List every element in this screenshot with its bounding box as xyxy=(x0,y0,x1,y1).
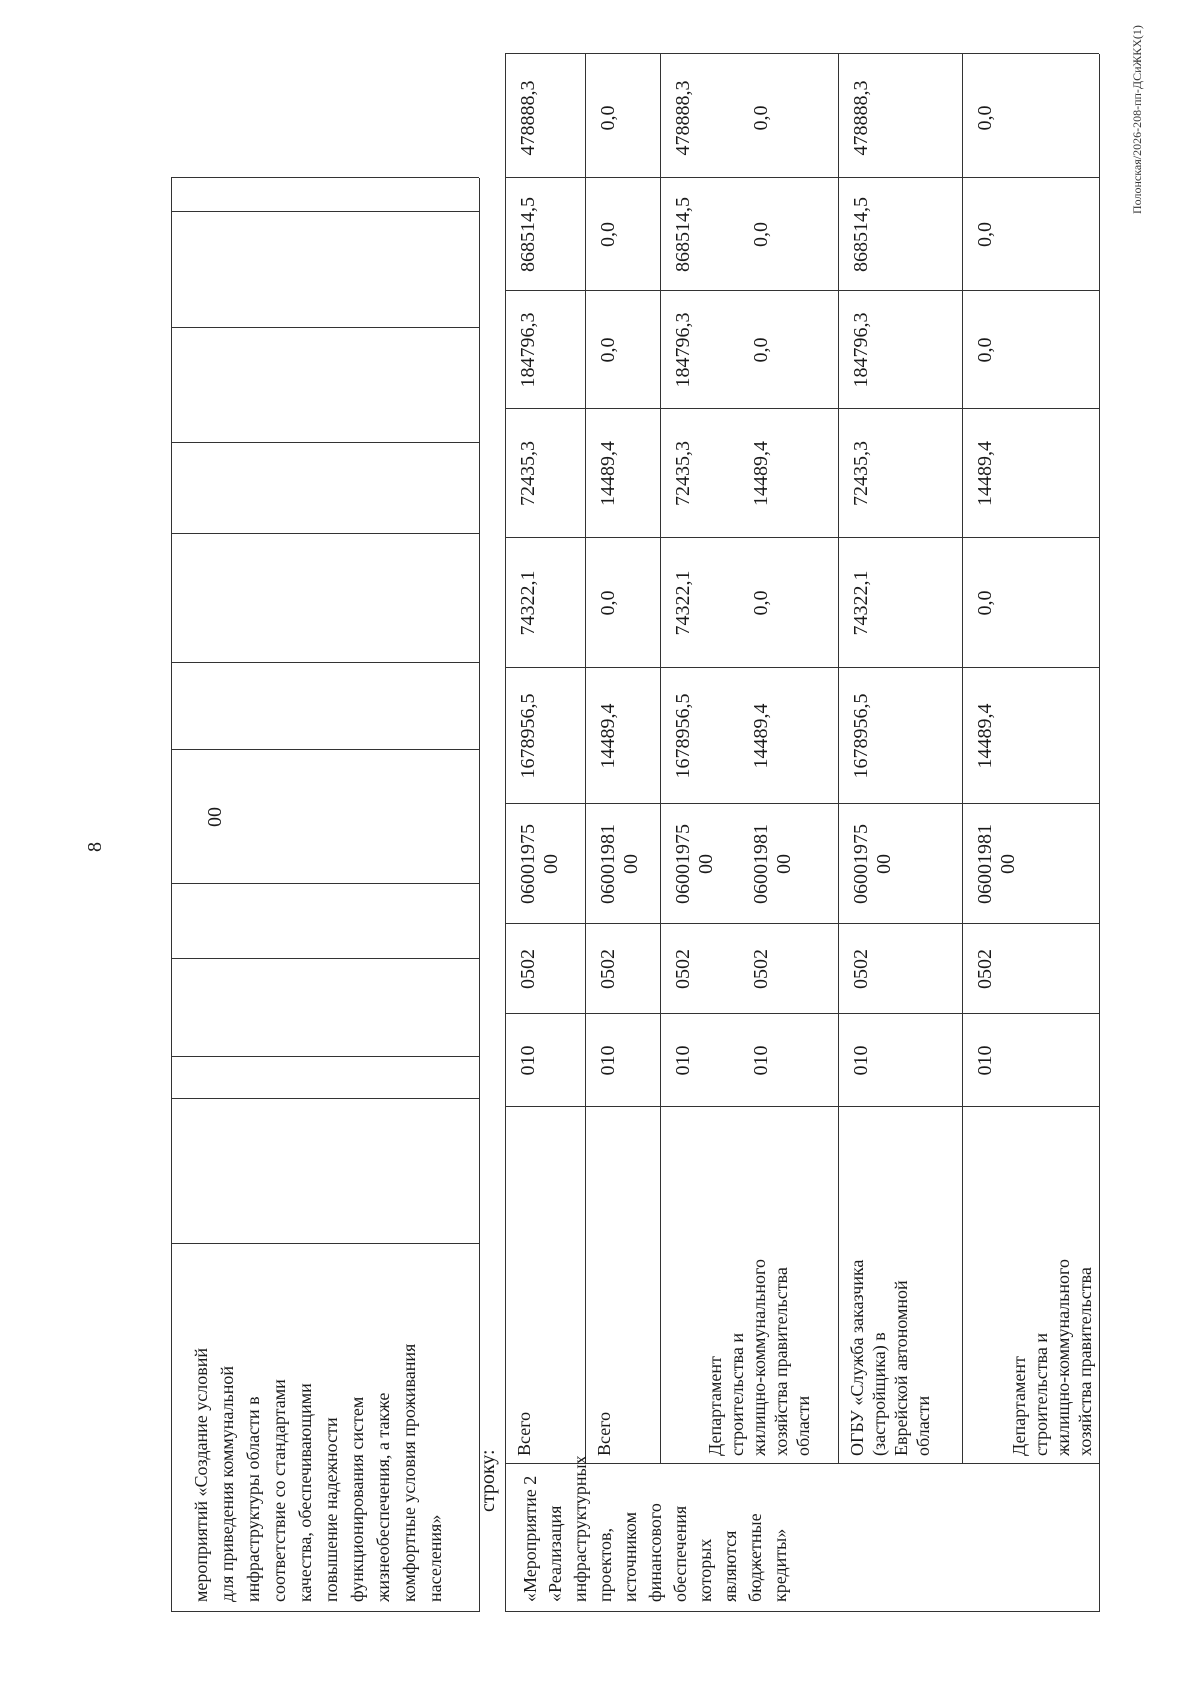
target-article-cell: 06001975 00 xyxy=(517,824,562,904)
grbs-cell: 010 xyxy=(517,1045,539,1076)
source-cell: Всего xyxy=(514,1411,534,1456)
year-1-cell: 74322,1 xyxy=(850,570,872,636)
total-cell: 14489,4 xyxy=(597,703,619,769)
source-cell: Департамент строительства и жилищно-коммунального хозяйства правительства области xyxy=(705,1259,813,1456)
grbs-cell: 010 xyxy=(672,1045,694,1076)
year-2-cell: 14489,4 xyxy=(750,441,772,506)
year-3-cell: 0,0 xyxy=(750,337,772,363)
year-5-cell: 0,0 xyxy=(750,105,772,131)
year-5-cell: 478888,3 xyxy=(517,80,539,156)
year-4-cell: 868514,5 xyxy=(517,197,539,272)
year-3-cell: 0,0 xyxy=(974,337,996,363)
section-cell: 0502 xyxy=(750,949,772,989)
total-cell: 14489,4 xyxy=(974,703,996,769)
year-2-cell: 72435,3 xyxy=(517,441,539,506)
upper-code-fragment: 00 xyxy=(204,807,226,827)
year-3-cell: 0,0 xyxy=(597,337,619,363)
section-cell: 0502 xyxy=(850,949,872,989)
total-cell: 1678956,5 xyxy=(672,693,694,779)
year-4-cell: 868514,5 xyxy=(672,197,694,272)
new-line-label: строку: xyxy=(477,1449,499,1512)
year-2-cell: 14489,4 xyxy=(597,441,619,506)
year-1-cell: 74322,1 xyxy=(672,570,694,636)
year-4-cell: 0,0 xyxy=(750,222,772,247)
year-1-cell: 0,0 xyxy=(750,590,772,616)
year-3-cell: 184796,3 xyxy=(850,312,872,388)
year-1-cell: 74322,1 xyxy=(517,570,539,636)
total-cell: 1678956,5 xyxy=(517,693,539,779)
year-5-cell: 478888,3 xyxy=(672,80,694,156)
total-cell: 1678956,5 xyxy=(850,693,872,779)
source-cell: ОГБУ «Служба заказчика (застройщика) в Еврейской автономной области xyxy=(847,1259,933,1456)
event-title-cell: «Мероприятие 2 «Реализация инфраструктурных проектов, источником финансового обеспечения которых являются бюджетные кредиты» xyxy=(520,1455,790,1602)
year-5-cell: 0,0 xyxy=(597,105,619,131)
year-4-cell: 0,0 xyxy=(597,222,619,247)
section-cell: 0502 xyxy=(974,949,996,989)
grbs-cell: 010 xyxy=(850,1045,872,1076)
grbs-cell: 010 xyxy=(750,1045,772,1076)
section-cell: 0502 xyxy=(672,949,694,989)
year-1-cell: 0,0 xyxy=(974,590,996,616)
document-footer-code: Полонская/2026-208-пп-ДСиЖКХ(1) xyxy=(1130,25,1144,214)
section-cell: 0502 xyxy=(597,949,619,989)
year-2-cell: 14489,4 xyxy=(974,441,996,506)
year-3-cell: 184796,3 xyxy=(672,312,694,388)
upper-description-cell: мероприятий «Создание условий для приведения коммунальной инфраструктуры области в соответствие со стандартами качества, обеспечивающими повышение надежности функционирования систем жизнеобеспечения, а также комфортные условия проживания населения» xyxy=(191,1343,445,1602)
year-4-cell: 868514,5 xyxy=(850,197,872,272)
year-3-cell: 184796,3 xyxy=(517,312,539,388)
year-1-cell: 0,0 xyxy=(597,590,619,616)
total-cell: 14489,4 xyxy=(750,703,772,769)
year-2-cell: 72435,3 xyxy=(672,441,694,506)
target-article-cell: 06001981 00 xyxy=(750,824,795,904)
source-cell: Департамент строительства и жилищно-коммунального хозяйства правительства xyxy=(1009,1259,1095,1456)
grbs-cell: 010 xyxy=(974,1045,996,1076)
target-article-cell: 06001975 00 xyxy=(850,824,895,904)
year-5-cell: 0,0 xyxy=(974,105,996,131)
page-number: 8 xyxy=(84,842,106,852)
year-5-cell: 478888,3 xyxy=(850,80,872,156)
year-2-cell: 72435,3 xyxy=(850,441,872,506)
target-article-cell: 06001981 00 xyxy=(597,824,642,904)
grbs-cell: 010 xyxy=(597,1045,619,1076)
source-cell: Всего xyxy=(594,1411,614,1456)
year-4-cell: 0,0 xyxy=(974,222,996,247)
section-cell: 0502 xyxy=(517,949,539,989)
target-article-cell: 06001975 00 xyxy=(672,824,717,904)
target-article-cell: 06001981 00 xyxy=(974,824,1019,904)
